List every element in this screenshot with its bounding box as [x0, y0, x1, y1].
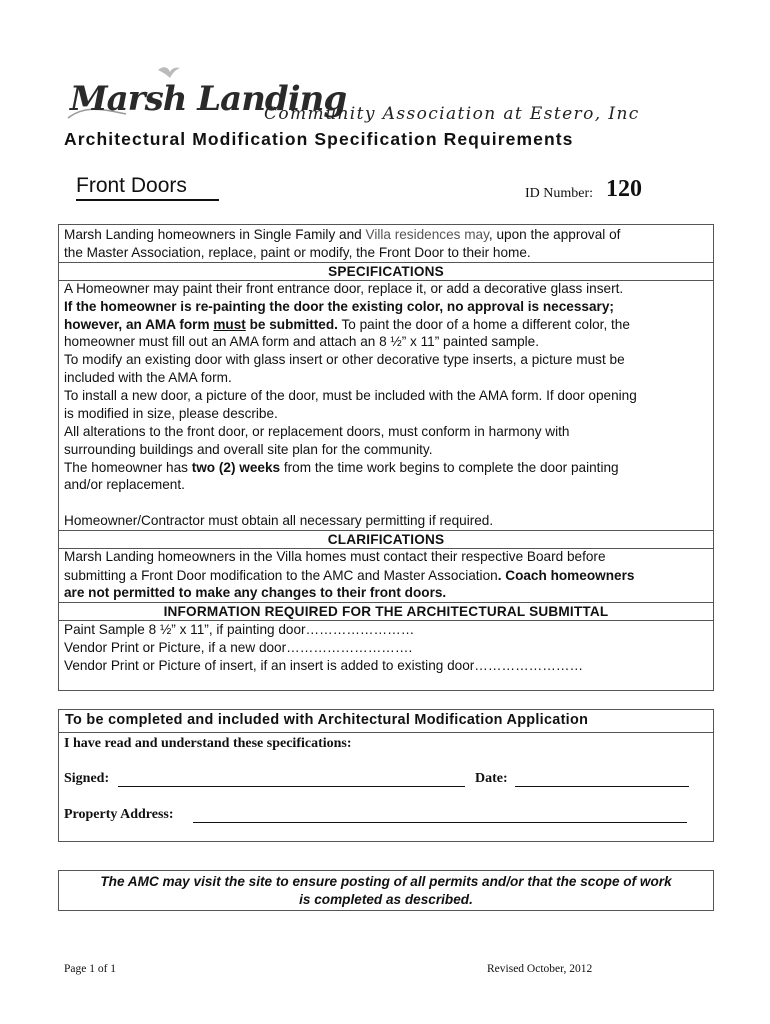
property-address-field[interactable] — [193, 822, 687, 823]
id-value: 120 — [606, 176, 642, 202]
site-visit-notice — [58, 870, 714, 911]
date-field[interactable] — [515, 786, 689, 787]
id-label: ID Number: — [525, 186, 594, 201]
spec-line: A Homeowner may paint their front entrance door, replace it, or add a decorative glass insert. — [64, 281, 624, 296]
subject-title: Front Doors — [76, 174, 187, 197]
notice-line-2: is completed as described. — [299, 891, 473, 907]
clarification-text: submitting a Front Door modification to the AMC and Master Association — [64, 568, 498, 583]
marsh-landing-logo — [66, 64, 347, 122]
subject-underline — [76, 199, 219, 201]
page-number: Page 1 of 1 — [64, 963, 117, 975]
intro-text: Marsh Landing homeowners in Single Family and — [64, 227, 366, 242]
info-line: Paint Sample 8 ½” x 11”, if painting door…………………… — [64, 622, 415, 637]
intro-line-2: the Master Association, replace, paint or modify, the Front Door to their home. — [64, 245, 531, 260]
clarification-line: are not permitted to make any changes to their front doors. — [64, 585, 447, 600]
clarifications-heading: CLARIFICATIONS — [327, 532, 445, 547]
signature-field[interactable] — [118, 786, 465, 787]
spec-line: homeowner must fill out an AMA form and attach an 8 ½” x 11” painted sample. — [64, 334, 540, 349]
date-label: Date: — [475, 771, 508, 786]
spec-line: surrounding buildings and overall site plan for the community. — [64, 442, 433, 457]
spec-line: included with the AMA form. — [64, 370, 232, 385]
spec-bold: be submitted. — [245, 317, 338, 332]
spec-line: and/or replacement. — [64, 477, 185, 492]
intro-text: , upon the approval of — [488, 227, 621, 242]
spec-bold: two (2) weeks — [191, 460, 281, 475]
property-address-label: Property Address: — [64, 807, 174, 822]
spec-line — [64, 316, 630, 334]
specification-table — [58, 224, 714, 691]
clarification-bold: . Coach homeowners — [497, 568, 635, 583]
acknowledgement-statement: I have read and understand these specifications: — [64, 736, 352, 751]
spec-text: The homeowner has — [64, 460, 192, 475]
info-line: Vendor Print or Picture, if a new door………………………. — [64, 640, 413, 655]
spec-bold: however, an AMA form — [64, 317, 214, 332]
svg-text:Marsh Landing: Marsh Landing — [70, 79, 347, 119]
clarification-line: Marsh Landing homeowners in the Villa homes must contact their respective Board before — [64, 549, 606, 564]
spec-line: Homeowner/Contractor must obtain all necessary permitting if required. — [64, 513, 494, 528]
notice-line-1: The AMC may visit the site to ensure posting of all permits and/or that the scope of work — [100, 874, 672, 889]
spec-underline: must — [213, 317, 246, 332]
clarification-line — [64, 567, 634, 585]
info-line: Vendor Print or Picture of insert, if an insert is added to existing door…………………… — [64, 658, 584, 673]
spec-line: To modify an existing door with glass insert or other decorative type inserts, a picture must be — [64, 352, 625, 367]
revision-date: Revised October, 2012 — [487, 963, 593, 975]
document-title: Architectural Modification Specification Requirements — [64, 129, 574, 149]
association-name: Community Association at Estero, Inc — [264, 104, 640, 124]
acknowledgement-box — [58, 709, 714, 842]
spec-line — [64, 459, 619, 477]
spec-text: from the time work begins to complete the door painting — [280, 460, 619, 475]
spec-line: is modified in size, please describe. — [64, 406, 278, 421]
divider — [59, 732, 713, 733]
specifications-heading: SPECIFICATIONS — [328, 264, 444, 279]
spec-text: To paint the door of a home a different color, the — [337, 317, 630, 332]
spec-line: If the homeowner is re-painting the door the existing color, no approval is necessary; — [64, 299, 614, 314]
spec-line: To install a new door, a picture of the door, must be included with the AMA form. If door opening — [64, 388, 637, 403]
intro-highlight: Villa residences may — [365, 227, 489, 242]
intro-line-1 — [64, 226, 620, 244]
signed-label: Signed: — [64, 771, 110, 786]
spec-line: All alterations to the front door, or replacement doors, must conform in harmony with — [64, 424, 570, 439]
acknowledgement-heading: To be completed and included with Architectural Modification Application — [65, 712, 589, 728]
info-heading: INFORMATION REQUIRED FOR THE ARCHITECTURAL SUBMITTAL — [163, 604, 609, 619]
